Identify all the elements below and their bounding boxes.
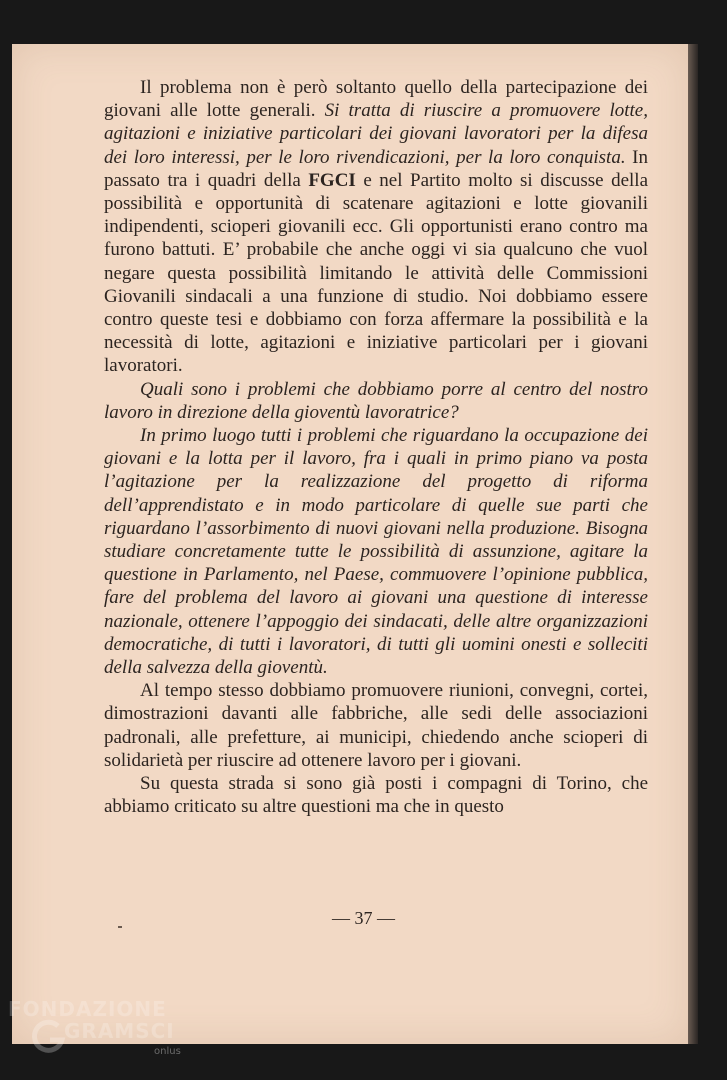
page-number: — 37 — xyxy=(332,908,395,928)
text-segment: In primo luogo tutti i problemi che riguardano la occupazione dei giovani e la lotta per il lavoro, fra i quali in primo piano va posta l’agitazione per la realizzazione del progetto di riforma dell’apprendistato e in modo particolare di quelle sue parti che riguardano l’assorbimento di nuovi giovani nella produzione. Bisogna studiare concretamente tutte le possibilità di assunzione, agitare la questione in Parlamento, nel Paese, commuovere l’opinione pubblica, fare del problema del lavoro ai giovani una questione di interesse nazionale, ottenere l’appoggio dei sindacati, delle altre organizzazioni democratiche, di tutti i lavoratori, di tutti gli uomini onesti e solleciti della salvezza della gioventù. xyxy=(104,425,648,679)
page-edge xyxy=(688,44,698,1044)
watermark-line2: GRAMSCI xyxy=(64,1019,175,1043)
text-segment: Quali sono i problemi che dobbiamo porre al centro del nostro lavoro in direzione della gioventù lavoratrice? xyxy=(104,378,648,423)
margin-mark xyxy=(118,926,122,928)
watermark-line1: FONDAZIONE xyxy=(8,997,167,1021)
paragraph xyxy=(104,424,648,679)
foundation-logo-icon xyxy=(28,1016,68,1056)
paragraph xyxy=(104,76,648,378)
text-segment: Il problema non è però soltanto quello della partecipazione dei giovani alle lotte generali. xyxy=(104,77,648,122)
watermark-suffix: onlus xyxy=(154,1046,181,1057)
text-segment: In passato tra i quadri della xyxy=(104,146,649,191)
text-segment: e nel Partito molto si discusse della possibilità e opportunità di scatenare agitazioni e lotte giovanili indipendenti, scioperi giovanili ecc. Gli opportunisti erano contro ma furono battuti. E’ probabile che anche oggi vi sia qualcuno che vuol negare questa possibilità limitando le attività delle Commissioni Giovanili sindacali a una funzione di studio. Noi dobbiamo essere contro queste tesi e dobbiamo con forza affermare la possibilità e la necessità di lotte, agitazioni e iniziative particolari per i giovani lavoratori. xyxy=(104,169,648,377)
body-text xyxy=(104,76,648,819)
paragraph xyxy=(104,378,648,424)
text-segment: Si tratta di riuscire a promuovere lotte, agitazioni e iniziative particolari dei giovani lavoratori per la difesa dei loro interessi, per le loro rivendicazioni, per la loro conquista. xyxy=(104,100,648,168)
text-segment: FGCI xyxy=(308,169,356,191)
paragraph xyxy=(104,772,648,818)
text-segment: Su questa strada si sono già posti i compagni di Torino, che abbiamo criticato su altre questioni ma che in questo xyxy=(104,773,648,818)
paragraph xyxy=(104,679,648,772)
text-segment: Al tempo stesso dobbiamo promuovere riunioni, convegni, cortei, dimostrazioni davanti alle fabbriche, alle sedi delle associazioni padronali, alle prefetture, ai municipi, chiedendo anche scioperi di solidarietà per riuscire ad ottenere lavoro per i giovani. xyxy=(104,680,648,771)
watermark xyxy=(8,997,181,1057)
